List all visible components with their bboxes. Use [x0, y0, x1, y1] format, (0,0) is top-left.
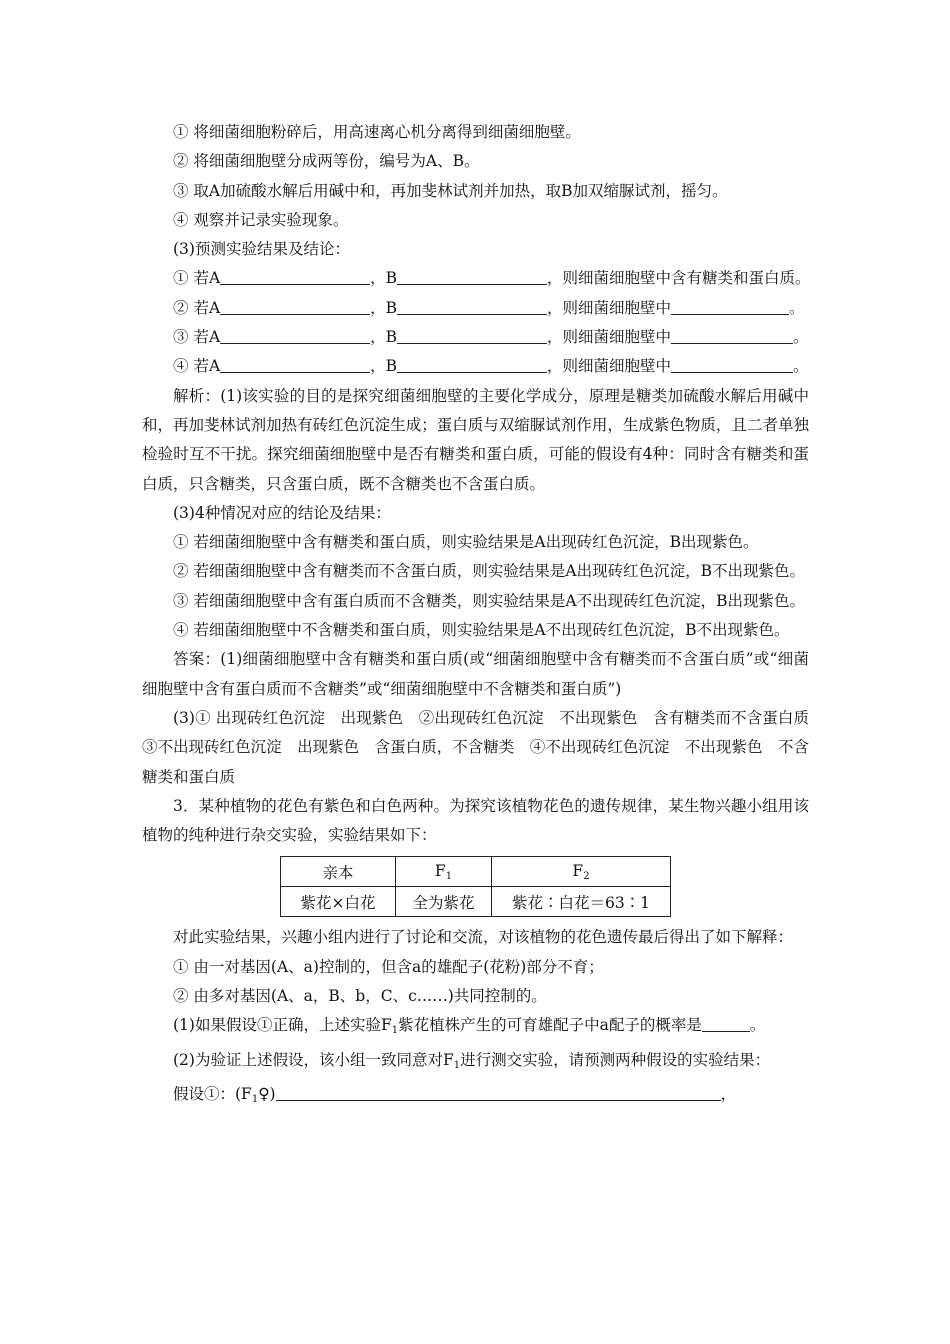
hypothesis-1: ① 由一对基因(A、a)控制的，但含a的雄配子(花粉)部分不育；: [173, 957, 604, 976]
prediction-num: ③: [173, 328, 189, 347]
answer-blank[interactable]: [702, 1015, 750, 1032]
header-f2-subscript: 2: [583, 870, 590, 882]
answer-blank[interactable]: [276, 1084, 721, 1101]
analysis-case-2: ② 若细菌细胞壁中含有糖类而不含蛋白质，则实验结果是A出现砖红色沉淀，B不出现紫色。: [173, 562, 806, 581]
header-f1: [396, 857, 492, 887]
answer-blank[interactable]: [220, 298, 370, 315]
prediction-if-a: 若A: [188, 328, 221, 347]
prediction-if-a: 若A: [188, 357, 221, 376]
period: 。: [793, 357, 809, 376]
answer-blank[interactable]: [671, 298, 789, 315]
sub1-text-a: (1)如果假设①正确，上述实验F: [173, 1016, 392, 1035]
prediction-b: ，B: [370, 357, 398, 376]
prediction-3: [142, 323, 809, 352]
prediction-2: [142, 294, 809, 323]
document-page: [142, 118, 825, 1114]
step-3: ③ 取A加硫酸水解后用碱中和，再加斐林试剂并加热，取B加双缩脲试剂，摇匀。: [173, 181, 728, 200]
prediction-if-a: 若A: [188, 298, 221, 317]
answer-blank[interactable]: [397, 268, 547, 285]
cell-f1: 全为紫花: [396, 887, 492, 917]
header-f2: [492, 857, 671, 887]
prediction-1: [142, 264, 809, 293]
question-3-sub-1: [142, 1011, 809, 1045]
answer-blank[interactable]: [220, 356, 370, 373]
table-row: [281, 887, 671, 917]
prediction-conclusion: ，则细菌细胞壁中: [547, 357, 672, 376]
hypothesis-2: ② 由多对基因(A、a，B、b，C、c……)共同控制的。: [173, 987, 547, 1006]
assumption-1-line: [142, 1080, 809, 1114]
prediction-num: ①: [173, 269, 189, 288]
step-2: ② 将细菌细胞壁分成两等份，编号为A、B。: [173, 152, 480, 171]
cross-results-table: [280, 856, 671, 917]
analysis-paragraph: 解析：(1)该实验的目的是探究细菌细胞壁的主要化学成分，原理是糖类加硫酸水解后用碱中和，再加斐林试剂加热有砖红色沉淀生成；蛋白质与双缩脲试剂作用，生成紫色物质，且二者单独检验时互不干扰。探究细菌细胞壁中是否有糖类和蛋白质，可能的假设有4种：同时含有糖类和蛋白质，只含糖类，只含蛋白质，既不含糖类也不含蛋白质。: [142, 386, 809, 493]
answer-part-1: 答案：(1)细菌细胞壁中含有糖类和蛋白质(或“细菌细胞壁中含有糖类而不含蛋白质”或“细菌细胞壁中含有蛋白质而不含糖类”或“细菌细胞壁中不含糖类和蛋白质”): [142, 650, 809, 698]
prediction-b: ，B: [370, 298, 398, 317]
answer-blank[interactable]: [397, 327, 547, 344]
prediction-num: ④: [173, 357, 189, 376]
prediction-b: ，B: [370, 328, 398, 347]
period: 。: [789, 298, 805, 317]
sub2-subscript: 1: [453, 1059, 461, 1071]
period: 。: [793, 328, 809, 347]
analysis-case-1: ① 若细菌细胞壁中含有糖类和蛋白质，则实验结果是A出现砖红色沉淀，B出现紫色。: [173, 533, 759, 552]
sub1-subscript: 1: [391, 1025, 399, 1037]
prediction-conclusion: ，则细菌细胞壁中: [547, 328, 672, 347]
section-3-title: (3)预测实验结果及结论：: [173, 240, 350, 259]
header-f1-label: F: [434, 861, 446, 880]
answer-blank[interactable]: [220, 268, 370, 285]
prediction-num: ②: [173, 298, 189, 317]
sub2-text-a: (2)为验证上述假设，该小组一致同意对F: [173, 1050, 454, 1069]
analysis-case-3: ③ 若细菌细胞壁中含有蛋白质而不含糖类，则实验结果是A不出现砖红色沉淀，B出现紫色。: [173, 591, 806, 610]
assumption-1-subscript: 1: [251, 1093, 259, 1105]
answer-part-3: (3)① 出现砖红色沉淀 出现紫色 ②出现砖红色沉淀 不出现紫色 含有糖类而不含蛋白质 ③不出现砖红色沉淀 出现紫色 含蛋白质，不含糖类 ④不出现砖红色沉淀 不出现紫色 不含糖类和蛋白质: [142, 708, 825, 786]
cell-f2: 紫花∶白花＝63∶1: [492, 887, 671, 917]
prediction-b: ，B: [370, 269, 398, 288]
assumption-1-label-a: 假设①：(F: [173, 1084, 252, 1103]
question-3-intro: 3．某种植物的花色有紫色和白色两种。为探究该植物花色的遗传规律，某生物兴趣小组用该植物的纯种进行杂交实验，实验结果如下：: [142, 796, 809, 845]
question-3-sub-2: [142, 1046, 809, 1080]
prediction-4: [142, 352, 809, 381]
answer-blank[interactable]: [671, 327, 793, 344]
answer-blank[interactable]: [671, 356, 793, 373]
assumption-1-end: ，: [720, 1084, 737, 1103]
question-3-discussion: 对此实验结果，兴趣小组内进行了讨论和交流，对该植物的花色遗传最后得出了如下解释：: [173, 928, 794, 947]
table-header-row: [281, 857, 671, 887]
header-parents: 亲本: [281, 857, 396, 887]
answer-blank[interactable]: [397, 298, 547, 315]
sub1-end: 。: [749, 1016, 766, 1035]
prediction-if-a: 若A: [188, 269, 221, 288]
prediction-conclusion: ，则细菌细胞壁中含有糖类和蛋白质。: [547, 269, 811, 288]
header-f2-label: F: [572, 861, 584, 880]
sub1-text-b: 紫花植株产生的可育雄配子中a配子的概率是: [398, 1016, 702, 1035]
analysis-case-4: ④ 若细菌细胞壁中不含糖类和蛋白质，则实验结果是A不出现砖红色沉淀，B不出现紫色。: [173, 621, 790, 640]
answer-blank[interactable]: [220, 327, 370, 344]
assumption-1-label-b: ♀): [258, 1084, 276, 1103]
step-4: ④ 观察并记录实验现象。: [173, 210, 349, 229]
step-1: ① 将细菌细胞粉碎后，用高速离心机分离得到细菌细胞壁。: [173, 123, 581, 141]
answer-blank[interactable]: [397, 356, 547, 373]
prediction-conclusion: ，则细菌细胞壁中: [547, 298, 672, 317]
cell-parents: 紫花×白花: [281, 887, 396, 917]
analysis-section-3-title: (3)4种情况对应的结论及结果：: [173, 503, 391, 522]
sub2-text-b: 进行测交实验，请预测两种假设的实验结果：: [460, 1050, 771, 1069]
header-f1-subscript: 1: [445, 870, 453, 882]
